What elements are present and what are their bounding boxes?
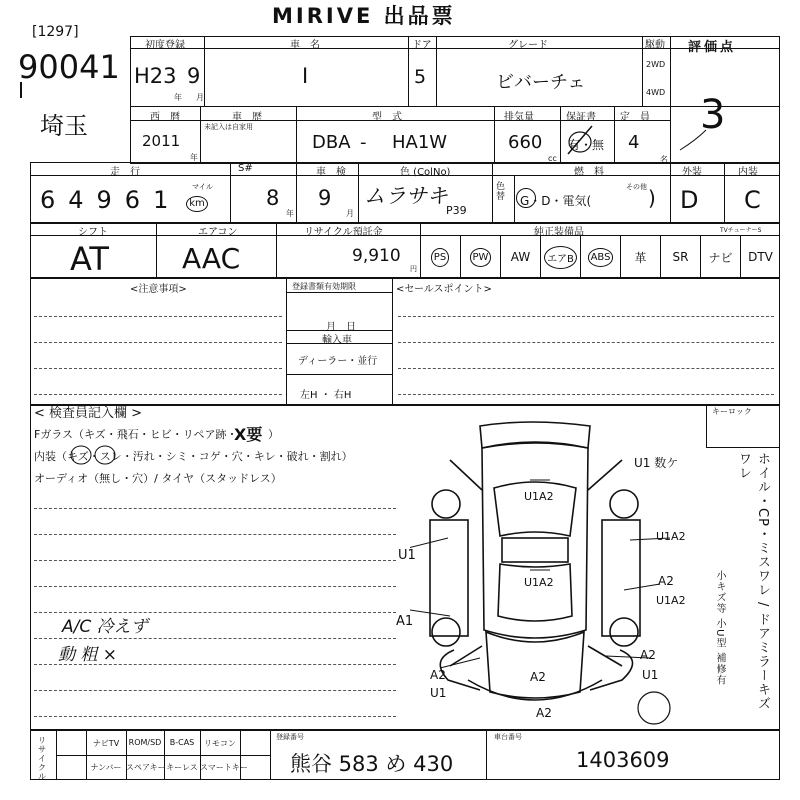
dashed-line xyxy=(398,342,774,343)
warranty-crossout xyxy=(564,124,596,158)
equipment-label: ABS xyxy=(588,248,614,267)
dashed-line xyxy=(34,690,396,691)
month-unit-1: 月 xyxy=(196,93,204,102)
dashed-line xyxy=(34,664,396,665)
equipment-item xyxy=(660,236,700,278)
yen-unit: 円 xyxy=(410,265,417,273)
label-recycle-flag: リサイクル xyxy=(38,736,46,781)
label-reg-number: 登録番号 xyxy=(276,733,304,741)
score: 3 xyxy=(700,92,726,138)
capacity: 4 xyxy=(628,132,640,153)
color: ムラサキ xyxy=(364,184,448,208)
label-meter-change: S# xyxy=(238,163,253,174)
equipment-label: 革 xyxy=(634,250,647,265)
label-recycle: リサイクル預託金 xyxy=(304,227,383,238)
fuel-opts: G・D・電気( xyxy=(520,194,592,208)
side-legend: ホイル・CP・ミスワレ / ドアミラーキズワレ xyxy=(736,452,770,711)
color-no: P39 xyxy=(446,204,467,217)
mark-a2-bottom: A2 xyxy=(530,670,546,684)
dashed-line xyxy=(34,394,282,395)
mark-u1-count: U1 数ケ xyxy=(634,456,679,470)
doc-title: MIRIVE 出品票 xyxy=(272,4,456,28)
inspection-month: 9 xyxy=(318,186,332,210)
mark-u1a2-top: U1A2 xyxy=(524,490,554,503)
label-inspection: 車 検 xyxy=(316,167,346,178)
label-history: 車 歴 xyxy=(232,112,262,123)
footer-cell-bcas: B-CAS xyxy=(169,738,195,747)
equipment-item xyxy=(580,236,620,278)
year-unit-1: 年 xyxy=(174,93,182,102)
label-dealer: ディーラー・並行 xyxy=(298,356,378,367)
dashed-line xyxy=(398,316,774,317)
label-fuel: 燃 料 xyxy=(574,167,604,178)
cc-unit: cc xyxy=(548,154,557,163)
equipment-label: ナビ xyxy=(708,250,733,265)
footer-cell-rom-sd: ROM/SD xyxy=(128,738,162,747)
footer-divider xyxy=(126,730,127,780)
label-sales-point: <セールスポイント> xyxy=(396,284,492,295)
reg-number: 熊谷 583 め 430 xyxy=(290,752,454,776)
month-unit-3: 月 xyxy=(346,209,354,218)
label-equipment: 純正装備品 xyxy=(534,227,584,238)
mark-u1-left2: U1 xyxy=(430,686,447,700)
glass-x: X要 xyxy=(234,425,263,444)
mark-a2-right-bottom: A2 xyxy=(640,648,656,662)
label-capacity: 定 員 xyxy=(620,112,650,123)
dashed-line xyxy=(34,534,396,535)
footer-cell-navi-tv: ナビTV xyxy=(92,739,120,748)
aircon: AAC xyxy=(182,242,241,275)
label-chassis: 車台番号 xyxy=(494,733,522,741)
car-name: I xyxy=(302,64,309,88)
equipment-label: AW xyxy=(510,250,531,264)
location: 埼玉 xyxy=(40,112,88,140)
equipment-item xyxy=(420,236,460,278)
interior-circles xyxy=(60,444,130,466)
handwritten-note-1: A/C 冷えず xyxy=(62,617,148,637)
label-car-name: 車 名 xyxy=(290,40,320,51)
interior-line: 内装（キズ・スレ・汚れ・シミ・コゲ・穴・キレ・破れ・割れ） xyxy=(34,450,353,463)
model-year: 2011 xyxy=(142,132,181,150)
equipment-label: DTV xyxy=(748,250,773,264)
drive-2wd: 2WD xyxy=(646,60,666,69)
dashed-line xyxy=(34,612,396,613)
mileage: 64961 xyxy=(40,186,182,214)
label-tuner: TVチューナーS xyxy=(720,227,762,234)
equipment-item xyxy=(620,236,660,278)
label-shift: シフト xyxy=(78,227,108,238)
label-aircon: エアコン xyxy=(198,227,238,238)
first-reg-year: H23 xyxy=(134,64,177,88)
chassis-number: 1403609 xyxy=(576,748,670,772)
dashed-line xyxy=(34,638,396,639)
mark-a1: A1 xyxy=(396,614,414,629)
footer-divider xyxy=(164,730,165,780)
audio-line: オーディオ（無し・穴）/ タイヤ（スタッドレス） xyxy=(34,472,282,485)
doors: 5 xyxy=(414,66,427,88)
mark-a2-left: A2 xyxy=(430,668,446,682)
equipment-label: SR xyxy=(672,250,689,264)
lot-number: 90041 xyxy=(18,48,120,86)
dashed-line xyxy=(34,368,282,369)
interior: C xyxy=(744,186,761,214)
footer-cell-spare-key: スペアキー xyxy=(126,763,166,772)
dashed-line xyxy=(398,368,774,369)
label-color: 色 (ColNo) xyxy=(400,167,451,178)
footer-cell-number: ナンバー xyxy=(90,763,122,772)
shift: AT xyxy=(70,240,109,278)
first-reg-month: 9 xyxy=(187,64,201,88)
label-exterior: 外装 xyxy=(682,167,702,178)
inspector-heading: < 検査員記入欄 > xyxy=(34,406,143,421)
mark-u1-right: U1 xyxy=(642,668,659,682)
label-keylock: キーロック xyxy=(712,407,752,416)
year-unit-2: 年 xyxy=(190,153,198,162)
dashed-line xyxy=(398,394,774,395)
footer-cell-remote: リモコン xyxy=(204,739,236,748)
label-displacement: 排気量 xyxy=(504,112,534,123)
footer-divider xyxy=(240,730,241,780)
dashed-line xyxy=(34,716,396,717)
label-steering: 左H ・ 右H xyxy=(300,390,352,401)
label-interior: 内装 xyxy=(738,167,758,178)
mark-u1a2-right2: U1A2 xyxy=(656,594,686,607)
equipment-label: PW xyxy=(470,248,492,267)
footer-cell-smart-key: スマートキー xyxy=(200,763,248,772)
glass-close: ） xyxy=(268,428,279,441)
grade: ビバーチェ xyxy=(496,72,586,93)
fuel-g-circle xyxy=(516,188,536,208)
equipment-item xyxy=(540,236,580,278)
drive-4wd: 4WD xyxy=(646,88,666,97)
dashed-line xyxy=(34,508,396,509)
dashed-line xyxy=(34,586,396,587)
equipment-item xyxy=(740,236,780,278)
label-first-reg: 初度登録 xyxy=(145,40,185,51)
label-model: 型 式 xyxy=(372,112,402,123)
km-unit: km xyxy=(186,196,208,212)
label-import: 輸入車 xyxy=(322,335,352,346)
equipment-row xyxy=(420,236,780,278)
year-unit-3: 年 xyxy=(286,209,294,218)
mark-u1a2-center: U1A2 xyxy=(524,576,554,589)
equipment-label: PS xyxy=(431,248,449,267)
mark-a2-below: A2 xyxy=(536,706,552,720)
inspection-year: 8 xyxy=(266,186,280,210)
dashed-line xyxy=(34,560,396,561)
handwritten-note-2: 動 粗 × xyxy=(58,645,118,665)
label-drive: 駆動 xyxy=(645,40,665,51)
mark-u1a2-right: U1A2 xyxy=(656,530,686,543)
label-history-note: 未記入は自家用 xyxy=(204,123,253,131)
label-month-day: 月 日 xyxy=(326,322,356,333)
mark-u1-left: U1 xyxy=(398,548,416,563)
footer-divider xyxy=(200,730,201,780)
recycle: 9,910 xyxy=(352,246,401,266)
equipment-item xyxy=(500,236,540,278)
mark-a2-right: A2 xyxy=(658,574,674,588)
side-legend-small: 小キズ等 小U型 補修有 xyxy=(714,570,725,686)
fuel-close: ) xyxy=(648,186,656,210)
warranty-opts: 有・無 xyxy=(568,138,605,152)
exterior: D xyxy=(680,186,699,214)
label-mileage: 走 行 xyxy=(110,167,140,178)
fuel-other: その他 xyxy=(626,183,647,191)
dashed-line xyxy=(34,316,282,317)
mile-unit: マイル xyxy=(192,183,213,191)
displacement: 660 xyxy=(508,132,543,153)
model-code: HA1W xyxy=(392,132,448,153)
label-score: 評価点 xyxy=(688,40,737,55)
label-grade: グレード xyxy=(508,40,548,51)
glass-line: Fガラス（キズ・飛石・ヒビ・リペア跡・ xyxy=(34,428,238,441)
model-prefix: DBA xyxy=(312,132,351,153)
dashed-line xyxy=(34,342,282,343)
score-mark xyxy=(676,110,716,160)
label-reg-deadline: 登録書類有効期限 xyxy=(292,282,356,291)
capacity-unit: 名 xyxy=(660,155,668,164)
label-warranty: 保証書 xyxy=(566,112,596,123)
label-caution: <注意事項> xyxy=(130,284,187,295)
equipment-item xyxy=(700,236,740,278)
equipment-label: エアB xyxy=(544,246,577,269)
equipment-item xyxy=(460,236,500,278)
tire-circle xyxy=(636,690,672,726)
footer-divider xyxy=(86,730,87,780)
label-year: 西 暦 xyxy=(150,112,180,123)
model-dash: - xyxy=(360,132,367,153)
lot-bracket: [1297] xyxy=(32,24,79,40)
label-doors: ドア xyxy=(412,40,432,51)
footer-cell-keyless: キーレス xyxy=(166,763,198,772)
color-change: 色替 xyxy=(496,182,506,202)
